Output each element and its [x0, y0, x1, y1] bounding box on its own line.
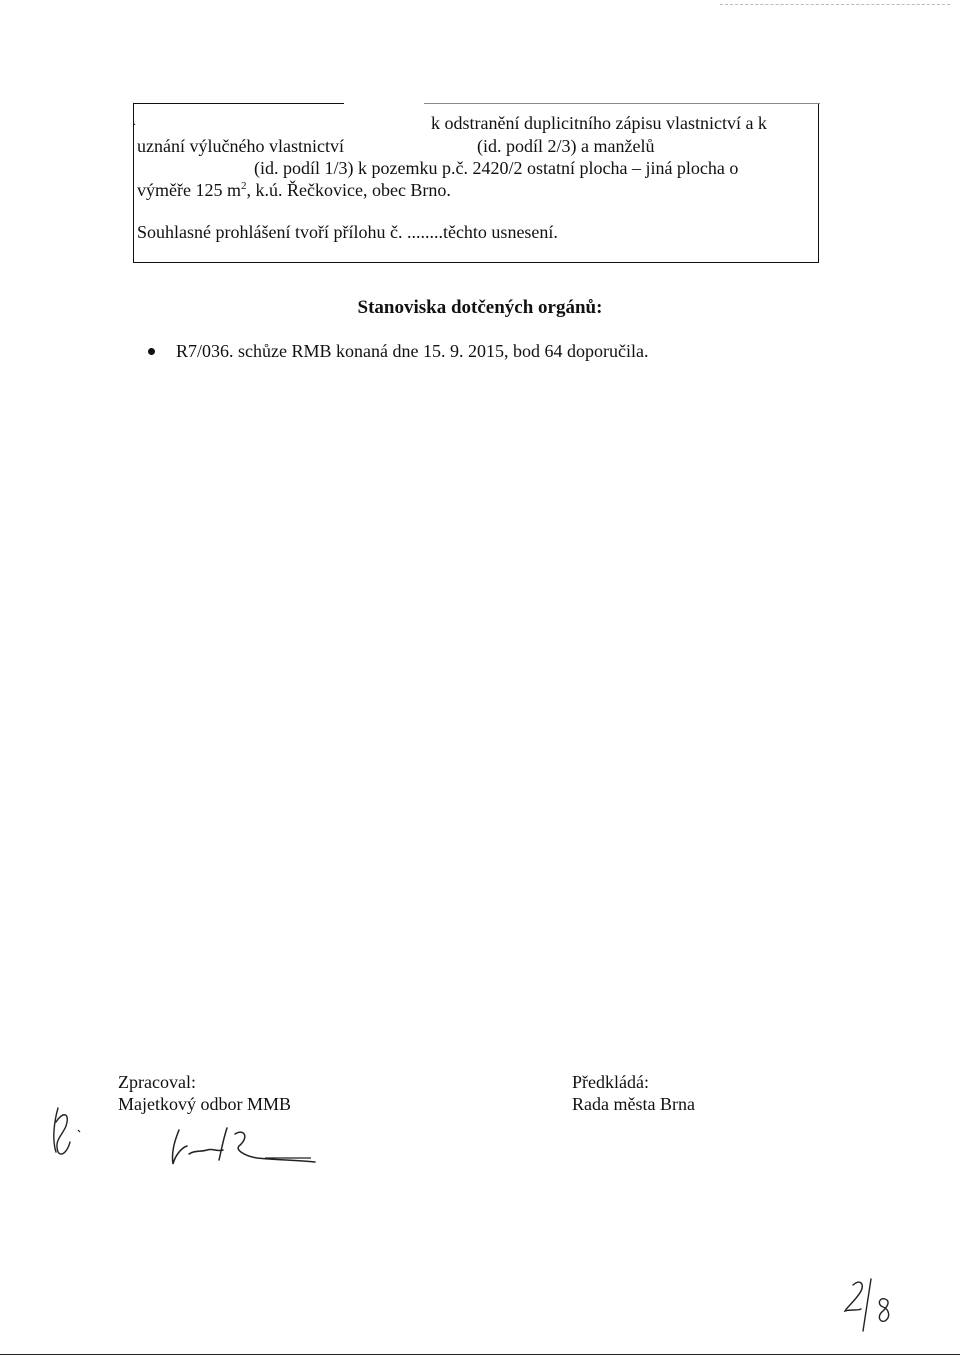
redaction-mark: . — [133, 114, 136, 128]
proposal-line-4-tail: , k.ú. Řečkovice, obec Brno. — [246, 180, 451, 200]
handwritten-page-number-icon — [835, 1275, 905, 1335]
proposal-attachment-note: Souhlasné prohlášení tvoří přílohu č. ........těchto usnesení. — [137, 222, 558, 242]
stanovisko-item: R7/036. schůze RMB konaná dne 15. 9. 2015, bod 64 doporučila. — [176, 341, 649, 361]
proposal-line-4-main: výměře 125 m — [137, 180, 241, 200]
prepared-label: Zpracoval: — [118, 1072, 196, 1092]
prepared-by-block — [118, 1071, 291, 1115]
page-bottom-edge — [0, 1354, 960, 1355]
proposal-line-4 — [137, 179, 817, 201]
handwritten-signature-icon — [165, 1120, 325, 1170]
box-top-border-faint — [424, 103, 820, 104]
area-unit-superscript: 2 — [240, 180, 247, 192]
submits-by-name: Rada města Brna — [572, 1094, 695, 1114]
submitted-by-block — [572, 1071, 695, 1115]
scan-edge-mark — [720, 4, 950, 5]
submits-label: Předkládá: — [572, 1072, 649, 1092]
section-title-stanoviska: Stanoviska dotčených orgánů: — [357, 297, 603, 318]
proposal-line-2-left: uznání výlučného vlastnictví — [137, 136, 344, 156]
bullet-icon — [148, 348, 155, 355]
proposal-text-box — [133, 103, 819, 263]
proposal-line-1-text: k odstranění duplicitního zápisu vlastnictví a k — [431, 113, 767, 133]
proposal-line-3-text: (id. podíl 1/3) k pozemku p.č. 2420/2 ostatní plocha – jiná plocha o — [254, 158, 739, 178]
proposal-line-5 — [137, 221, 817, 243]
handwritten-initials-icon — [44, 1100, 94, 1160]
prepared-by-name: Majetkový odbor MMB — [118, 1094, 291, 1114]
proposal-line-2-right: (id. podíl 2/3) a manželů — [477, 136, 655, 156]
box-top-border — [134, 103, 344, 104]
